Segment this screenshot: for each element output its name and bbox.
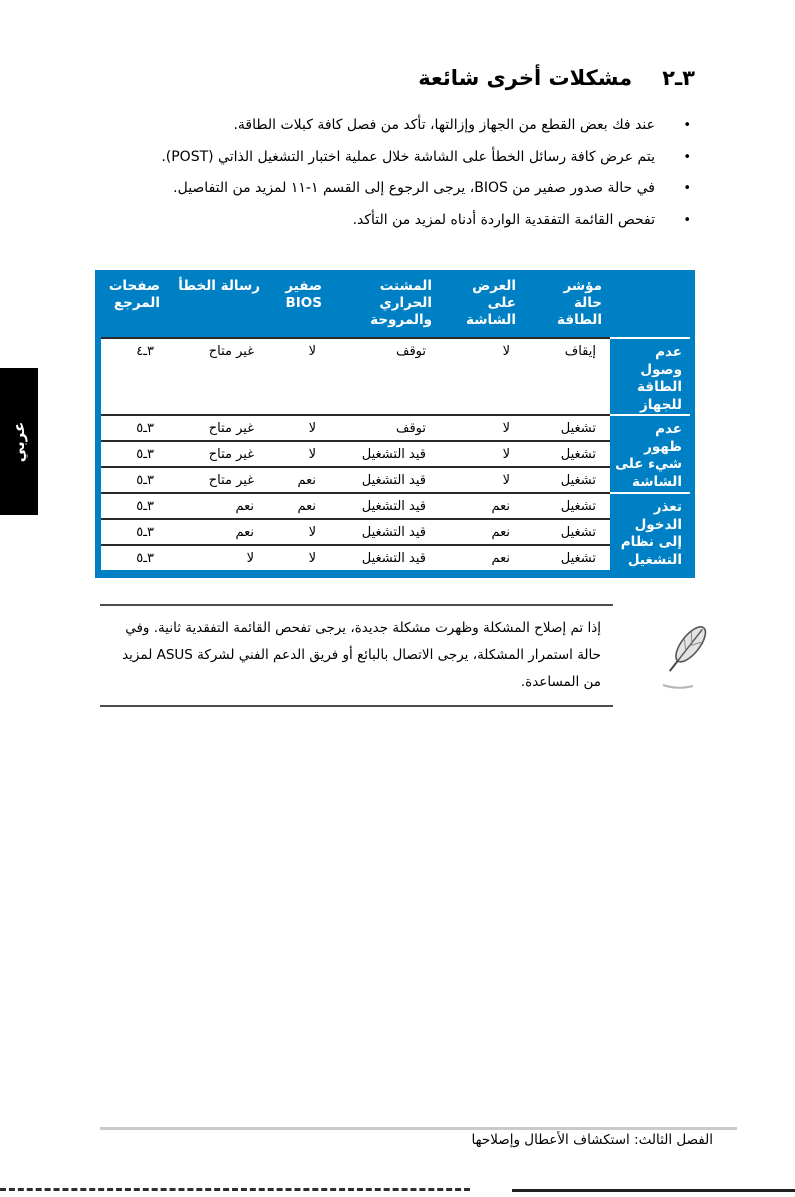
section-title — [95, 66, 695, 90]
cell-heatsink: قيد التشغيل — [330, 518, 440, 544]
cell-bios: لا — [268, 544, 330, 570]
header-bios-beep: صفير BIOS — [268, 270, 330, 337]
header-power-indicator: مؤشر حالة الطاقة — [524, 270, 610, 337]
table-row — [101, 544, 690, 570]
cell-bios: لا — [268, 414, 330, 440]
cell-ref: ٣ـ٥ — [101, 440, 168, 466]
scan-edge-dashed-line — [0, 1188, 470, 1191]
diagnostic-table — [101, 270, 690, 570]
page-title: مشكلات أخرى شائعة — [418, 66, 633, 90]
cell-error: لا — [168, 544, 268, 570]
cell-power: تشغيل — [524, 492, 610, 518]
bullet-item: • تفحص القائمة التفقدية الواردة أدناه لمزيد من التأكد. — [95, 205, 695, 237]
cell-display: لا — [440, 440, 524, 466]
table-row — [101, 440, 690, 466]
footer-chapter-label: الفصل الثالث: استكشاف الأعطال وإصلاحها — [471, 1132, 713, 1148]
row-group-label: عدم ظهور شيء على الشاشة — [610, 414, 690, 492]
footer-rule — [100, 1127, 737, 1130]
cell-power: تشغيل — [524, 440, 610, 466]
scan-edge-solid-line — [512, 1189, 795, 1192]
table-row — [101, 414, 690, 440]
cell-heatsink: قيد التشغيل — [330, 440, 440, 466]
section-number: ٣ـ٢ — [662, 66, 695, 90]
cell-heatsink: توقف — [330, 414, 440, 440]
cell-error: نعم — [168, 518, 268, 544]
bullet-item: • يتم عرض كافة رسائل الخطأ على الشاشة خلال عملية اختبار التشغيل الذاتي (POST). — [95, 142, 695, 174]
cell-ref: ٣ـ٥ — [101, 414, 168, 440]
header-heatsink-fan: المشتت الحراري والمروحة — [330, 270, 440, 337]
table-row — [101, 466, 690, 492]
row-group-label: تعذر الدخول إلى نظام التشغيل — [610, 492, 690, 570]
cell-heatsink: قيد التشغيل — [330, 544, 440, 570]
diagnostic-table-frame — [95, 270, 695, 578]
note — [100, 612, 715, 698]
cell-ref: ٣ـ٥ — [101, 518, 168, 544]
cell-heatsink: قيد التشغيل — [330, 492, 440, 518]
bullet-item: • عند فك بعض القطع من الجهاز وإزالتها، تأكد من فصل كافة كبلات الطاقة. — [95, 110, 695, 142]
cell-display: نعم — [440, 492, 524, 518]
cell-display: لا — [440, 466, 524, 492]
cell-display: لا — [440, 337, 524, 414]
cell-heatsink: قيد التشغيل — [330, 466, 440, 492]
cell-heatsink: توقف — [330, 337, 440, 414]
table-header-row — [101, 270, 690, 337]
row-group-label: عدم وصول الطاقة للجهاز — [610, 337, 690, 414]
cell-power: تشغيل — [524, 414, 610, 440]
cell-ref: ٣ـ٤ — [101, 337, 168, 414]
header-group-placeholder — [610, 270, 690, 337]
cell-error: غير متاح — [168, 440, 268, 466]
header-error-message: رسالة الخطأ — [168, 270, 268, 337]
cell-power: إيقاف — [524, 337, 610, 414]
cell-display: لا — [440, 414, 524, 440]
cell-display: نعم — [440, 518, 524, 544]
cell-power: تشغيل — [524, 544, 610, 570]
cell-error: غير متاح — [168, 414, 268, 440]
header-reference-pages: صفحات المرجع — [101, 270, 168, 337]
cell-error: غير متاح — [168, 337, 268, 414]
cell-ref: ٣ـ٥ — [101, 544, 168, 570]
bullet-list — [95, 110, 695, 236]
cell-error: نعم — [168, 492, 268, 518]
cell-error: غير متاح — [168, 466, 268, 492]
cell-ref: ٣ـ٥ — [101, 466, 168, 492]
cell-bios: نعم — [268, 466, 330, 492]
quill-pen-icon — [659, 619, 715, 691]
language-side-tab — [0, 368, 38, 515]
cell-power: تشغيل — [524, 518, 610, 544]
cell-bios: لا — [268, 440, 330, 466]
table-row — [101, 337, 690, 414]
cell-bios: لا — [268, 337, 330, 414]
language-side-tab-label: عربي — [10, 421, 29, 462]
cell-bios: لا — [268, 518, 330, 544]
header-screen-display: العرض على الشاشة — [440, 270, 524, 337]
cell-ref: ٣ـ٥ — [101, 492, 168, 518]
cell-display: نعم — [440, 544, 524, 570]
cell-power: تشغيل — [524, 466, 610, 492]
table-row — [101, 492, 690, 518]
cell-bios: نعم — [268, 492, 330, 518]
table-row — [101, 518, 690, 544]
bullet-item: • في حالة صدور صفير من BIOS، يرجى الرجوع إلى القسم ⁦١-١١⁩ لمزيد من التفاصيل. — [95, 173, 695, 205]
note-text: إذا تم إصلاح المشكلة وظهرت مشكلة جديدة، يرجى تفحص القائمة التفقدية ثانية. وفي حالة استمرار المشكلة، يرجى الاتصال بالبائع أو فريق الدعم الفني لشركة ASUS لمزيد من المساعدة. — [100, 604, 613, 707]
